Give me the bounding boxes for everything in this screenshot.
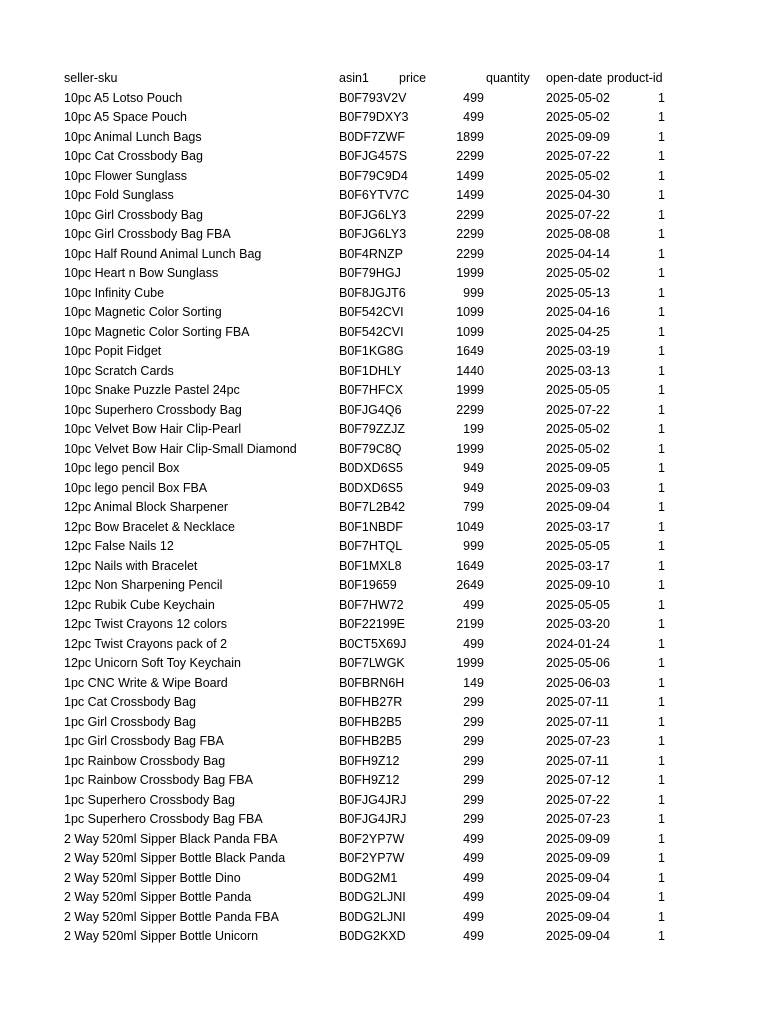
open-date-cell[interactable]: 2025-05-02 <box>546 441 610 456</box>
open-date-cell[interactable]: 2025-07-11 <box>546 714 610 729</box>
seller-sku-cell[interactable]: 10pc Magnetic Color Sorting FBA <box>64 324 250 339</box>
table-row <box>0 537 768 557</box>
table-row <box>0 498 768 518</box>
price-cell[interactable]: 1999 <box>456 656 484 670</box>
asin-cell[interactable]: B0FHB27R <box>339 695 403 709</box>
seller-sku-cell[interactable]: 2 Way 520ml Sipper Bottle Panda FBA <box>64 909 279 924</box>
open-date-cell[interactable]: 2025-07-12 <box>546 773 610 787</box>
price-cell[interactable]: 499 <box>463 597 484 612</box>
table-row <box>0 869 768 889</box>
open-date-cell[interactable]: 2025-09-05 <box>546 461 610 475</box>
seller-sku-cell[interactable]: 12pc False Nails 12 <box>64 539 174 553</box>
seller-sku-cell[interactable]: 10pc lego pencil Box <box>64 461 180 475</box>
price-cell[interactable]: 199 <box>463 422 484 436</box>
price-cell[interactable]: 499 <box>463 929 484 943</box>
product-id-cell[interactable]: 1 <box>658 266 665 280</box>
product-id-cell[interactable]: 1 <box>658 422 665 436</box>
spreadsheet <box>0 69 768 947</box>
table-row <box>0 849 768 869</box>
product-id-cell[interactable]: 1 <box>658 578 665 592</box>
table-row <box>0 654 768 674</box>
table-row <box>0 927 768 947</box>
asin-cell[interactable]: B0F542CVI <box>339 305 404 319</box>
product-id-cell[interactable]: 1 <box>658 695 665 709</box>
header-open-date[interactable]: open-date <box>546 71 603 85</box>
product-id-cell[interactable]: 1 <box>658 441 665 456</box>
product-id-cell[interactable]: 1 <box>658 383 665 397</box>
seller-sku-cell[interactable]: 12pc Non Sharpening Pencil <box>64 578 223 592</box>
open-date-cell[interactable]: 2025-07-23 <box>546 812 610 826</box>
price-cell[interactable]: 299 <box>463 734 484 748</box>
open-date-cell[interactable]: 2025-09-03 <box>546 480 610 495</box>
seller-sku-cell[interactable]: 10pc Infinity Cube <box>64 285 165 300</box>
asin-cell[interactable]: B0DXD6S5 <box>339 480 403 495</box>
product-id-cell[interactable]: 1 <box>658 792 665 807</box>
seller-sku-cell[interactable]: 1pc Rainbow Crossbody Bag FBA <box>64 773 253 787</box>
seller-sku-cell[interactable]: 10pc Magnetic Color Sorting <box>64 305 222 319</box>
table-row <box>0 752 768 772</box>
table-row <box>0 108 768 128</box>
asin-cell[interactable]: B0F7LWGK <box>339 656 405 670</box>
asin-cell[interactable]: B0DG2KXD <box>339 929 406 943</box>
seller-sku-cell[interactable]: 1pc Superhero Crossbody Bag FBA <box>64 812 263 826</box>
table-row <box>0 713 768 733</box>
seller-sku-cell[interactable]: 10pc Superhero Crossbody Bag <box>64 402 242 417</box>
asin-cell[interactable]: B0F7L2B42 <box>339 500 406 514</box>
asin-cell[interactable]: B0DXD6S5 <box>339 461 403 475</box>
product-id-cell[interactable]: 1 <box>658 851 665 865</box>
price-cell[interactable]: 499 <box>463 90 484 105</box>
product-id-cell[interactable]: 1 <box>658 909 665 924</box>
asin-cell[interactable]: B0FHB2B5 <box>339 714 402 729</box>
table-row <box>0 206 768 226</box>
seller-sku-cell[interactable]: 10pc Fold Sunglass <box>64 188 174 202</box>
price-cell[interactable]: 299 <box>463 812 484 826</box>
price-cell[interactable]: 1440 <box>456 363 484 378</box>
seller-sku-cell[interactable]: 12pc Unicorn Soft Toy Keychain <box>64 656 241 670</box>
asin-cell[interactable]: B0F542CVI <box>339 324 404 339</box>
asin-cell[interactable]: B0F4RNZP <box>339 246 403 261</box>
price-cell[interactable]: 499 <box>463 851 484 865</box>
open-date-cell[interactable]: 2025-04-25 <box>546 324 610 339</box>
asin-cell[interactable]: B0FHB2B5 <box>339 734 402 748</box>
price-cell[interactable]: 999 <box>463 285 484 300</box>
price-cell[interactable]: 299 <box>463 773 484 787</box>
asin-cell[interactable]: B0CT5X69J <box>339 636 407 651</box>
product-id-cell[interactable]: 1 <box>658 636 665 651</box>
seller-sku-cell[interactable]: 10pc Girl Crossbody Bag FBA <box>64 227 231 241</box>
open-date-cell[interactable]: 2025-09-04 <box>546 909 610 924</box>
asin-cell[interactable]: B0FJG457S <box>339 149 408 163</box>
product-id-cell[interactable]: 1 <box>658 324 665 339</box>
price-cell[interactable]: 499 <box>463 870 484 885</box>
product-id-cell[interactable]: 1 <box>658 656 665 670</box>
open-date-cell[interactable]: 2025-09-10 <box>546 578 610 592</box>
product-id-cell[interactable]: 1 <box>658 90 665 105</box>
table-row <box>0 284 768 304</box>
price-cell[interactable]: 149 <box>463 675 484 690</box>
table-row <box>0 440 768 460</box>
open-date-cell[interactable]: 2025-05-05 <box>546 383 610 397</box>
open-date-cell[interactable]: 2025-05-02 <box>546 168 610 183</box>
seller-sku-cell[interactable]: 2 Way 520ml Sipper Bottle Dino <box>64 870 241 885</box>
price-cell[interactable]: 299 <box>463 695 484 709</box>
product-id-cell[interactable]: 1 <box>658 402 665 417</box>
product-id-cell[interactable]: 1 <box>658 227 665 241</box>
asin-cell[interactable]: B0DG2LJNI <box>339 890 406 904</box>
seller-sku-cell[interactable]: 12pc Twist Crayons 12 colors <box>64 617 228 631</box>
open-date-cell[interactable]: 2025-05-02 <box>546 422 610 436</box>
table-row <box>0 771 768 791</box>
product-id-cell[interactable]: 1 <box>658 870 665 885</box>
product-id-cell[interactable]: 1 <box>658 344 665 358</box>
price-cell[interactable]: 1099 <box>456 305 484 319</box>
price-cell[interactable]: 2299 <box>456 207 484 222</box>
table-row <box>0 381 768 401</box>
seller-sku-cell[interactable]: 10pc Scratch Cards <box>64 363 174 378</box>
open-date-cell[interactable]: 2025-07-22 <box>546 207 610 222</box>
product-id-cell[interactable]: 1 <box>658 168 665 183</box>
price-cell[interactable]: 2199 <box>456 617 484 631</box>
price-cell[interactable]: 299 <box>463 714 484 729</box>
open-date-cell[interactable]: 2025-08-08 <box>546 227 610 241</box>
price-cell[interactable]: 499 <box>463 636 484 651</box>
product-id-cell[interactable]: 1 <box>658 890 665 904</box>
table-row <box>0 810 768 830</box>
seller-sku-cell[interactable]: 10pc Half Round Animal Lunch Bag <box>64 246 262 261</box>
open-date-cell[interactable]: 2025-05-06 <box>546 656 610 670</box>
asin-cell[interactable]: B0FJG4Q6 <box>339 402 402 417</box>
table-row <box>0 459 768 479</box>
product-id-cell[interactable]: 1 <box>658 207 665 222</box>
product-id-cell[interactable]: 1 <box>658 597 665 612</box>
product-id-cell[interactable]: 1 <box>658 363 665 378</box>
product-id-cell[interactable]: 1 <box>658 285 665 300</box>
table-row <box>0 264 768 284</box>
product-id-cell[interactable]: 1 <box>658 675 665 690</box>
price-cell[interactable]: 2299 <box>456 402 484 417</box>
product-id-cell[interactable]: 1 <box>658 812 665 826</box>
table-row <box>0 342 768 362</box>
table-row <box>0 245 768 265</box>
product-id-cell[interactable]: 1 <box>658 539 665 553</box>
open-date-cell[interactable]: 2025-09-04 <box>546 890 610 904</box>
seller-sku-cell[interactable]: 2 Way 520ml Sipper Bottle Black Panda <box>64 851 286 865</box>
open-date-cell[interactable]: 2025-03-17 <box>546 558 610 573</box>
table-row <box>0 420 768 440</box>
open-date-cell[interactable]: 2025-07-22 <box>546 149 610 163</box>
price-cell[interactable]: 299 <box>463 792 484 807</box>
open-date-cell[interactable]: 2025-05-02 <box>546 110 610 124</box>
asin-cell[interactable]: B0FJG6LY3 <box>339 207 407 222</box>
product-id-cell[interactable]: 1 <box>658 110 665 124</box>
asin-cell[interactable]: B0F79C8Q <box>339 441 402 456</box>
open-date-cell[interactable]: 2025-04-16 <box>546 305 610 319</box>
asin-cell[interactable]: B0F22199E <box>339 617 406 631</box>
open-date-cell[interactable]: 2025-09-04 <box>546 870 610 885</box>
seller-sku-cell[interactable]: 10pc lego pencil Box FBA <box>64 480 208 495</box>
asin-cell[interactable]: B0F1DHLY <box>339 363 402 378</box>
asin-cell[interactable]: B0F7HFCX <box>339 383 403 397</box>
price-cell[interactable]: 499 <box>463 909 484 924</box>
asin-cell[interactable]: B0F793V2V <box>339 90 407 105</box>
price-cell[interactable]: 799 <box>463 500 484 514</box>
seller-sku-cell[interactable]: 1pc Superhero Crossbody Bag <box>64 792 235 807</box>
asin-cell[interactable]: B0DG2LJNI <box>339 909 406 924</box>
open-date-cell[interactable]: 2025-07-22 <box>546 792 610 807</box>
asin-cell[interactable]: B0FJG4JRJ <box>339 812 407 826</box>
table-row <box>0 323 768 343</box>
table-row <box>0 186 768 206</box>
product-id-cell[interactable]: 1 <box>658 480 665 495</box>
table-row <box>0 479 768 499</box>
seller-sku-cell[interactable]: 10pc Cat Crossbody Bag <box>64 149 203 163</box>
asin-cell[interactable]: B0FJG4JRJ <box>339 792 407 807</box>
price-cell[interactable]: 1049 <box>456 519 484 534</box>
product-id-cell[interactable]: 1 <box>658 129 665 144</box>
product-id-cell[interactable]: 1 <box>658 753 665 768</box>
price-cell[interactable]: 499 <box>463 890 484 904</box>
open-date-cell[interactable]: 2025-04-30 <box>546 188 610 202</box>
table-row <box>0 147 768 167</box>
table-row <box>0 888 768 908</box>
asin-cell[interactable]: B0F79HGJ <box>339 266 401 280</box>
price-cell[interactable]: 2649 <box>456 578 484 592</box>
seller-sku-cell[interactable]: 10pc A5 Space Pouch <box>64 110 188 124</box>
table-row <box>0 596 768 616</box>
price-cell[interactable]: 1499 <box>456 188 484 202</box>
open-date-cell[interactable]: 2025-03-13 <box>546 363 610 378</box>
open-date-cell[interactable]: 2025-04-14 <box>546 246 610 261</box>
table-row <box>0 362 768 382</box>
table-row <box>0 167 768 187</box>
seller-sku-cell[interactable]: 10pc Velvet Bow Hair Clip-Pearl <box>64 422 242 436</box>
asin-cell[interactable]: B0FH9Z12 <box>339 753 400 768</box>
asin-cell[interactable]: B0F7HTQL <box>339 539 403 553</box>
asin-cell[interactable]: B0DF7ZWF <box>339 129 405 144</box>
open-date-cell[interactable]: 2024-01-24 <box>546 636 610 651</box>
price-cell[interactable]: 1649 <box>456 558 484 573</box>
price-cell[interactable]: 1999 <box>456 266 484 280</box>
seller-sku-cell[interactable]: 10pc Heart n Bow Sunglass <box>64 266 219 280</box>
table-row <box>0 401 768 421</box>
open-date-cell[interactable]: 2025-09-09 <box>546 851 610 865</box>
asin-cell[interactable]: B0F79ZZJZ <box>339 422 405 436</box>
price-cell[interactable]: 1899 <box>456 129 484 144</box>
open-date-cell[interactable]: 2025-03-19 <box>546 344 610 358</box>
asin-cell[interactable]: B0F7HW72 <box>339 597 404 612</box>
seller-sku-cell[interactable]: 1pc Girl Crossbody Bag FBA <box>64 734 224 748</box>
product-id-cell[interactable]: 1 <box>658 188 665 202</box>
asin-cell[interactable]: B0F2YP7W <box>339 831 405 846</box>
asin-cell[interactable]: B0F1NBDF <box>339 519 403 534</box>
price-cell[interactable]: 1999 <box>456 441 484 456</box>
open-date-cell[interactable]: 2025-03-20 <box>546 617 610 631</box>
product-id-cell[interactable]: 1 <box>658 734 665 748</box>
open-date-cell[interactable]: 2025-07-11 <box>546 695 610 709</box>
price-cell[interactable]: 1099 <box>456 324 484 339</box>
open-date-cell[interactable]: 2025-05-13 <box>546 285 610 300</box>
open-date-cell[interactable]: 2025-07-23 <box>546 734 610 748</box>
open-date-cell[interactable]: 2025-07-22 <box>546 402 610 417</box>
seller-sku-cell[interactable]: 2 Way 520ml Sipper Black Panda FBA <box>64 831 278 846</box>
header-seller-sku[interactable]: seller-sku <box>64 71 118 85</box>
seller-sku-cell[interactable]: 1pc CNC Write & Wipe Board <box>64 675 228 690</box>
asin-cell[interactable]: B0F79DXY3 <box>339 110 409 124</box>
seller-sku-cell[interactable]: 10pc A5 Lotso Pouch <box>64 90 183 105</box>
open-date-cell[interactable]: 2025-05-05 <box>546 597 610 612</box>
seller-sku-cell[interactable]: 10pc Animal Lunch Bags <box>64 129 202 144</box>
open-date-cell[interactable]: 2025-03-17 <box>546 519 610 534</box>
header-quantity[interactable]: quantity <box>486 71 530 85</box>
open-date-cell[interactable]: 2025-07-11 <box>546 753 610 768</box>
product-id-cell[interactable]: 1 <box>658 500 665 514</box>
table-row <box>0 557 768 577</box>
open-date-cell[interactable]: 2025-09-09 <box>546 831 610 846</box>
product-id-cell[interactable]: 1 <box>658 831 665 846</box>
asin-cell[interactable]: B0FH9Z12 <box>339 773 400 787</box>
price-cell[interactable]: 999 <box>463 539 484 553</box>
price-cell[interactable]: 2299 <box>456 227 484 241</box>
table-row <box>0 128 768 148</box>
open-date-cell[interactable]: 2025-05-02 <box>546 90 610 105</box>
table-row <box>0 732 768 752</box>
price-cell[interactable]: 2299 <box>456 149 484 163</box>
seller-sku-cell[interactable]: 12pc Bow Bracelet & Necklace <box>64 519 235 534</box>
asin-cell[interactable]: B0F19659 <box>339 578 397 592</box>
seller-sku-cell[interactable]: 1pc Cat Crossbody Bag <box>64 695 197 709</box>
header-row <box>0 69 768 89</box>
open-date-cell[interactable]: 2025-06-03 <box>546 675 610 690</box>
asin-cell[interactable]: B0F6YTV7C <box>339 188 410 202</box>
table-row <box>0 674 768 694</box>
seller-sku-cell[interactable]: 10pc Snake Puzzle Pastel 24pc <box>64 383 240 397</box>
header-product-id[interactable]: product-id <box>607 71 663 85</box>
seller-sku-cell[interactable]: 2 Way 520ml Sipper Bottle Unicorn <box>64 929 259 943</box>
table-body <box>0 89 768 947</box>
open-date-cell[interactable]: 2025-05-02 <box>546 266 610 280</box>
price-cell[interactable]: 1649 <box>456 344 484 358</box>
seller-sku-cell[interactable]: 1pc Rainbow Crossbody Bag <box>64 753 226 768</box>
price-cell[interactable]: 499 <box>463 831 484 846</box>
seller-sku-cell[interactable]: 12pc Animal Block Sharpener <box>64 500 228 514</box>
table-row <box>0 693 768 713</box>
table-row <box>0 89 768 109</box>
seller-sku-cell[interactable]: 12pc Rubik Cube Keychain <box>64 597 215 612</box>
table-row <box>0 576 768 596</box>
seller-sku-cell[interactable]: 1pc Girl Crossbody Bag <box>64 714 197 729</box>
table-row <box>0 303 768 323</box>
seller-sku-cell[interactable]: 12pc Twist Crayons pack of 2 <box>64 636 228 651</box>
asin-cell[interactable]: B0DG2M1 <box>339 870 398 885</box>
table-row <box>0 225 768 245</box>
product-id-cell[interactable]: 1 <box>658 461 665 475</box>
table-row <box>0 635 768 655</box>
asin-cell[interactable]: B0F1MXL8 <box>339 558 402 573</box>
table-row <box>0 830 768 850</box>
seller-sku-cell[interactable]: 10pc Flower Sunglass <box>64 168 187 183</box>
table-row <box>0 791 768 811</box>
asin-cell[interactable]: B0F1KG8G <box>339 344 404 358</box>
price-cell[interactable]: 1999 <box>456 383 484 397</box>
product-id-cell[interactable]: 1 <box>658 149 665 163</box>
table-row <box>0 518 768 538</box>
product-id-cell[interactable]: 1 <box>658 773 665 787</box>
price-cell[interactable]: 2299 <box>456 246 484 261</box>
open-date-cell[interactable]: 2025-09-04 <box>546 929 610 943</box>
table-row <box>0 615 768 635</box>
seller-sku-cell[interactable]: 12pc Nails with Bracelet <box>64 558 198 573</box>
product-id-cell[interactable]: 1 <box>658 617 665 631</box>
asin-cell[interactable]: B0F2YP7W <box>339 851 405 865</box>
product-id-cell[interactable]: 1 <box>658 714 665 729</box>
product-id-cell[interactable]: 1 <box>658 305 665 319</box>
header-asin1[interactable]: asin1 <box>339 71 369 85</box>
asin-cell[interactable]: B0F79C9D4 <box>339 168 408 183</box>
seller-sku-cell[interactable]: 10pc Popit Fidget <box>64 344 162 358</box>
product-id-cell[interactable]: 1 <box>658 929 665 943</box>
seller-sku-cell[interactable]: 10pc Velvet Bow Hair Clip-Small Diamond <box>64 441 297 456</box>
seller-sku-cell[interactable]: 10pc Girl Crossbody Bag <box>64 207 203 222</box>
price-cell[interactable]: 949 <box>463 480 484 495</box>
product-id-cell[interactable]: 1 <box>658 246 665 261</box>
asin-cell[interactable]: B0FJG6LY3 <box>339 227 407 241</box>
seller-sku-cell[interactable]: 2 Way 520ml Sipper Bottle Panda <box>64 890 252 904</box>
price-cell[interactable]: 299 <box>463 753 484 768</box>
asin-cell[interactable]: B0FBRN6H <box>339 675 405 690</box>
price-cell[interactable]: 499 <box>463 110 484 124</box>
open-date-cell[interactable]: 2025-05-05 <box>546 539 610 553</box>
price-cell[interactable]: 1499 <box>456 168 484 183</box>
asin-cell[interactable]: B0F8JGJT6 <box>339 285 406 300</box>
table-row <box>0 908 768 928</box>
open-date-cell[interactable]: 2025-09-09 <box>546 129 610 144</box>
product-id-cell[interactable]: 1 <box>658 558 665 573</box>
header-price[interactable]: price <box>399 71 427 85</box>
price-cell[interactable]: 949 <box>463 461 484 475</box>
open-date-cell[interactable]: 2025-09-04 <box>546 500 610 514</box>
product-id-cell[interactable]: 1 <box>658 519 665 534</box>
